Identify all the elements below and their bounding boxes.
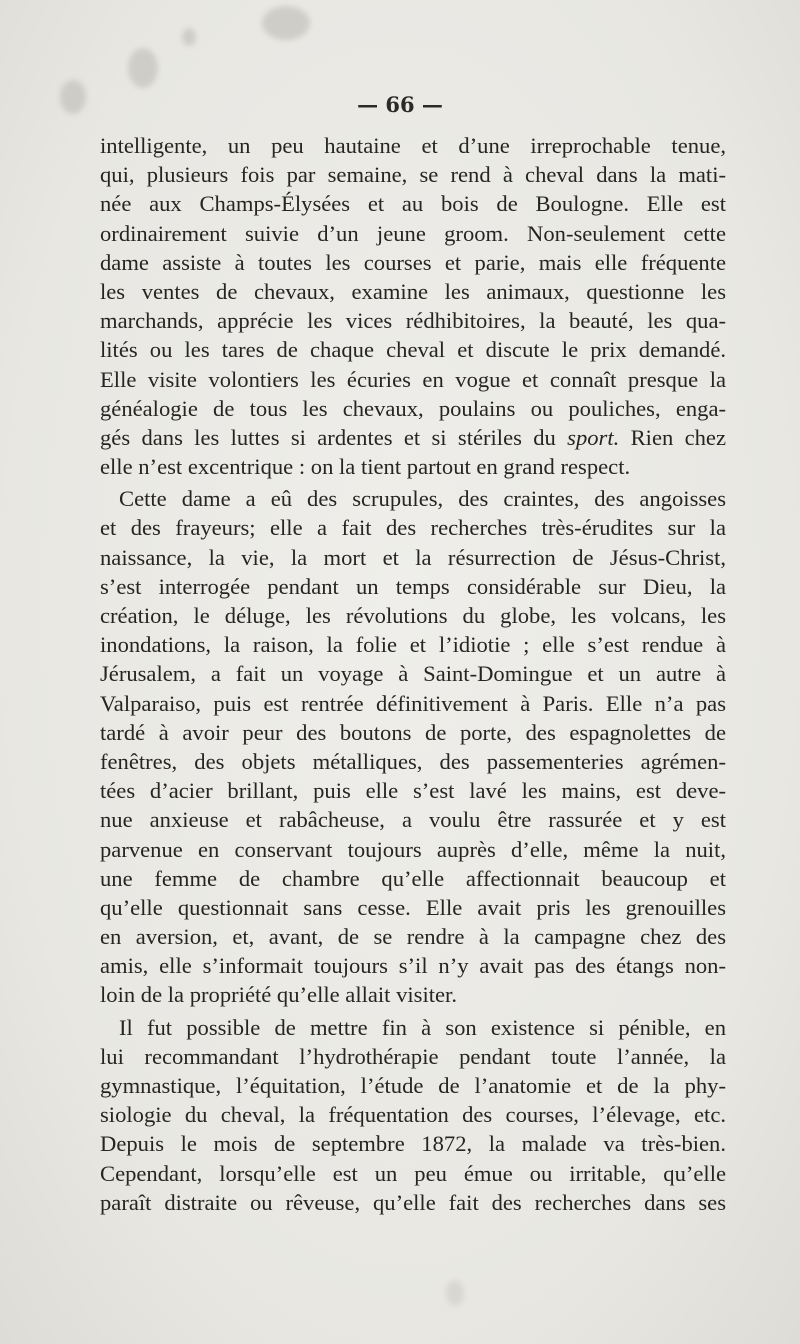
text-line: parvenue en conservant toujours auprès d’elle, même la nuit, — [100, 836, 726, 862]
text-line: siologie du cheval, la fréquentation des courses, l’élevage, etc. — [100, 1102, 726, 1128]
text-line: paraît distraite ou rêveuse, qu’elle fait des recherches dans ses — [100, 1189, 726, 1215]
text-line: Depuis le mois de septembre 1872, la malade va très-bien. — [100, 1131, 726, 1157]
ink-smudge — [262, 6, 310, 40]
text-line: elle n’est excentrique : on la tient partout en grand respect. — [100, 454, 631, 480]
text-line: en aversion, et, avant, de se rendre à la campagne chez des — [100, 924, 726, 950]
text-line: qui, plusieurs fois par semaine, se rend à cheval dans la mati- — [100, 162, 726, 188]
italic-word: sport. — [567, 424, 620, 450]
text-line-with-italic — [100, 423, 726, 452]
text-line: ordinairement suivie d’un jeune groom. Non-seulement cette — [100, 220, 726, 246]
ink-smudge — [446, 1280, 464, 1306]
text-line: naissance, la vie, la mort et la résurrection de Jésus-Christ, — [100, 544, 726, 570]
text-line: création, le déluge, les révolutions du globe, les volcans, les — [100, 603, 726, 628]
paragraph-2 — [100, 484, 726, 1009]
text-line: tardé à avoir peur des boutons de porte, des espagnolettes de — [100, 719, 726, 745]
text-line: Il fut possible de mettre fin à son existence si pénible, en — [119, 1014, 726, 1040]
ink-smudge — [182, 28, 196, 46]
text-line: amis, elle s’informait toujours s’il n’y avait pas des étangs non- — [100, 953, 726, 979]
paragraph-3 — [100, 1013, 726, 1217]
text-line: nue anxieuse et rabâcheuse, a voulu être rassurée et y est — [100, 807, 726, 833]
paragraph-1 — [100, 131, 726, 481]
text-line: née aux Champs-Élysées et au bois de Boulogne. Elle est — [100, 191, 726, 217]
text-line: une femme de chambre qu’elle affectionnait beaucoup et — [100, 865, 726, 891]
text-segment: Rien chez — [619, 424, 726, 450]
text-line: s’est interrogée pendant un temps considérable sur Dieu, la — [100, 573, 726, 599]
text-segment: gés dans les luttes si ardentes et si stériles du — [100, 424, 556, 450]
text-line: loin de la propriété qu’elle allait visiter. — [100, 982, 457, 1008]
text-line: Valparaiso, puis est rentrée définitivement à Paris. Elle n’a pas — [100, 690, 726, 716]
text-line: lui recommandant l’hydrothérapie pendant toute l’année, la — [100, 1043, 726, 1069]
text-line: Cependant, lorsqu’elle est un peu émue ou irritable, qu’elle — [100, 1160, 726, 1186]
text-line: et des frayeurs; elle a fait des recherches très-érudites sur la — [100, 515, 726, 541]
text-line: les ventes de chevaux, examine les animaux, questionne les — [100, 278, 726, 304]
text-line: marchands, apprécie les vices rédhibitoires, la beauté, les qua- — [100, 308, 726, 334]
text-line: Elle visite volontiers les écuries en vogue et connaît presque la — [100, 366, 726, 392]
text-line: généalogie de tous les chevaux, poulains ou pouliches, enga- — [100, 395, 726, 421]
text-line: Jérusalem, a fait un voyage à Saint-Domingue et un autre à — [100, 661, 726, 687]
text-line: gymnastique, l’équitation, l’étude de l’anatomie et de la phy- — [100, 1073, 726, 1098]
text-line: qu’elle questionnait sans cesse. Elle avait pris les grenouilles — [100, 894, 726, 920]
text-line: tées d’acier brillant, puis elle s’est lavé les mains, est deve- — [100, 778, 726, 804]
body-text — [100, 131, 726, 1217]
text-line: inondations, la raison, la folie et l’idiotie ; elle s’est rendue à — [100, 632, 726, 658]
text-line: lités ou les tares de chaque cheval et discute le prix demandé. — [100, 337, 726, 363]
text-line: dame assiste à toutes les courses et parie, mais elle fréquente — [100, 249, 726, 275]
ink-smudge — [128, 48, 158, 88]
text-line: Cette dame a eû des scrupules, des craintes, des angoisses — [119, 486, 726, 512]
text-line: fenêtres, des objets métalliques, des passementeries agrémen- — [100, 748, 726, 774]
text-line: intelligente, un peu hautaine et d’une irreprochable tenue, — [100, 133, 726, 158]
page-number: — 66 — — [357, 92, 443, 117]
